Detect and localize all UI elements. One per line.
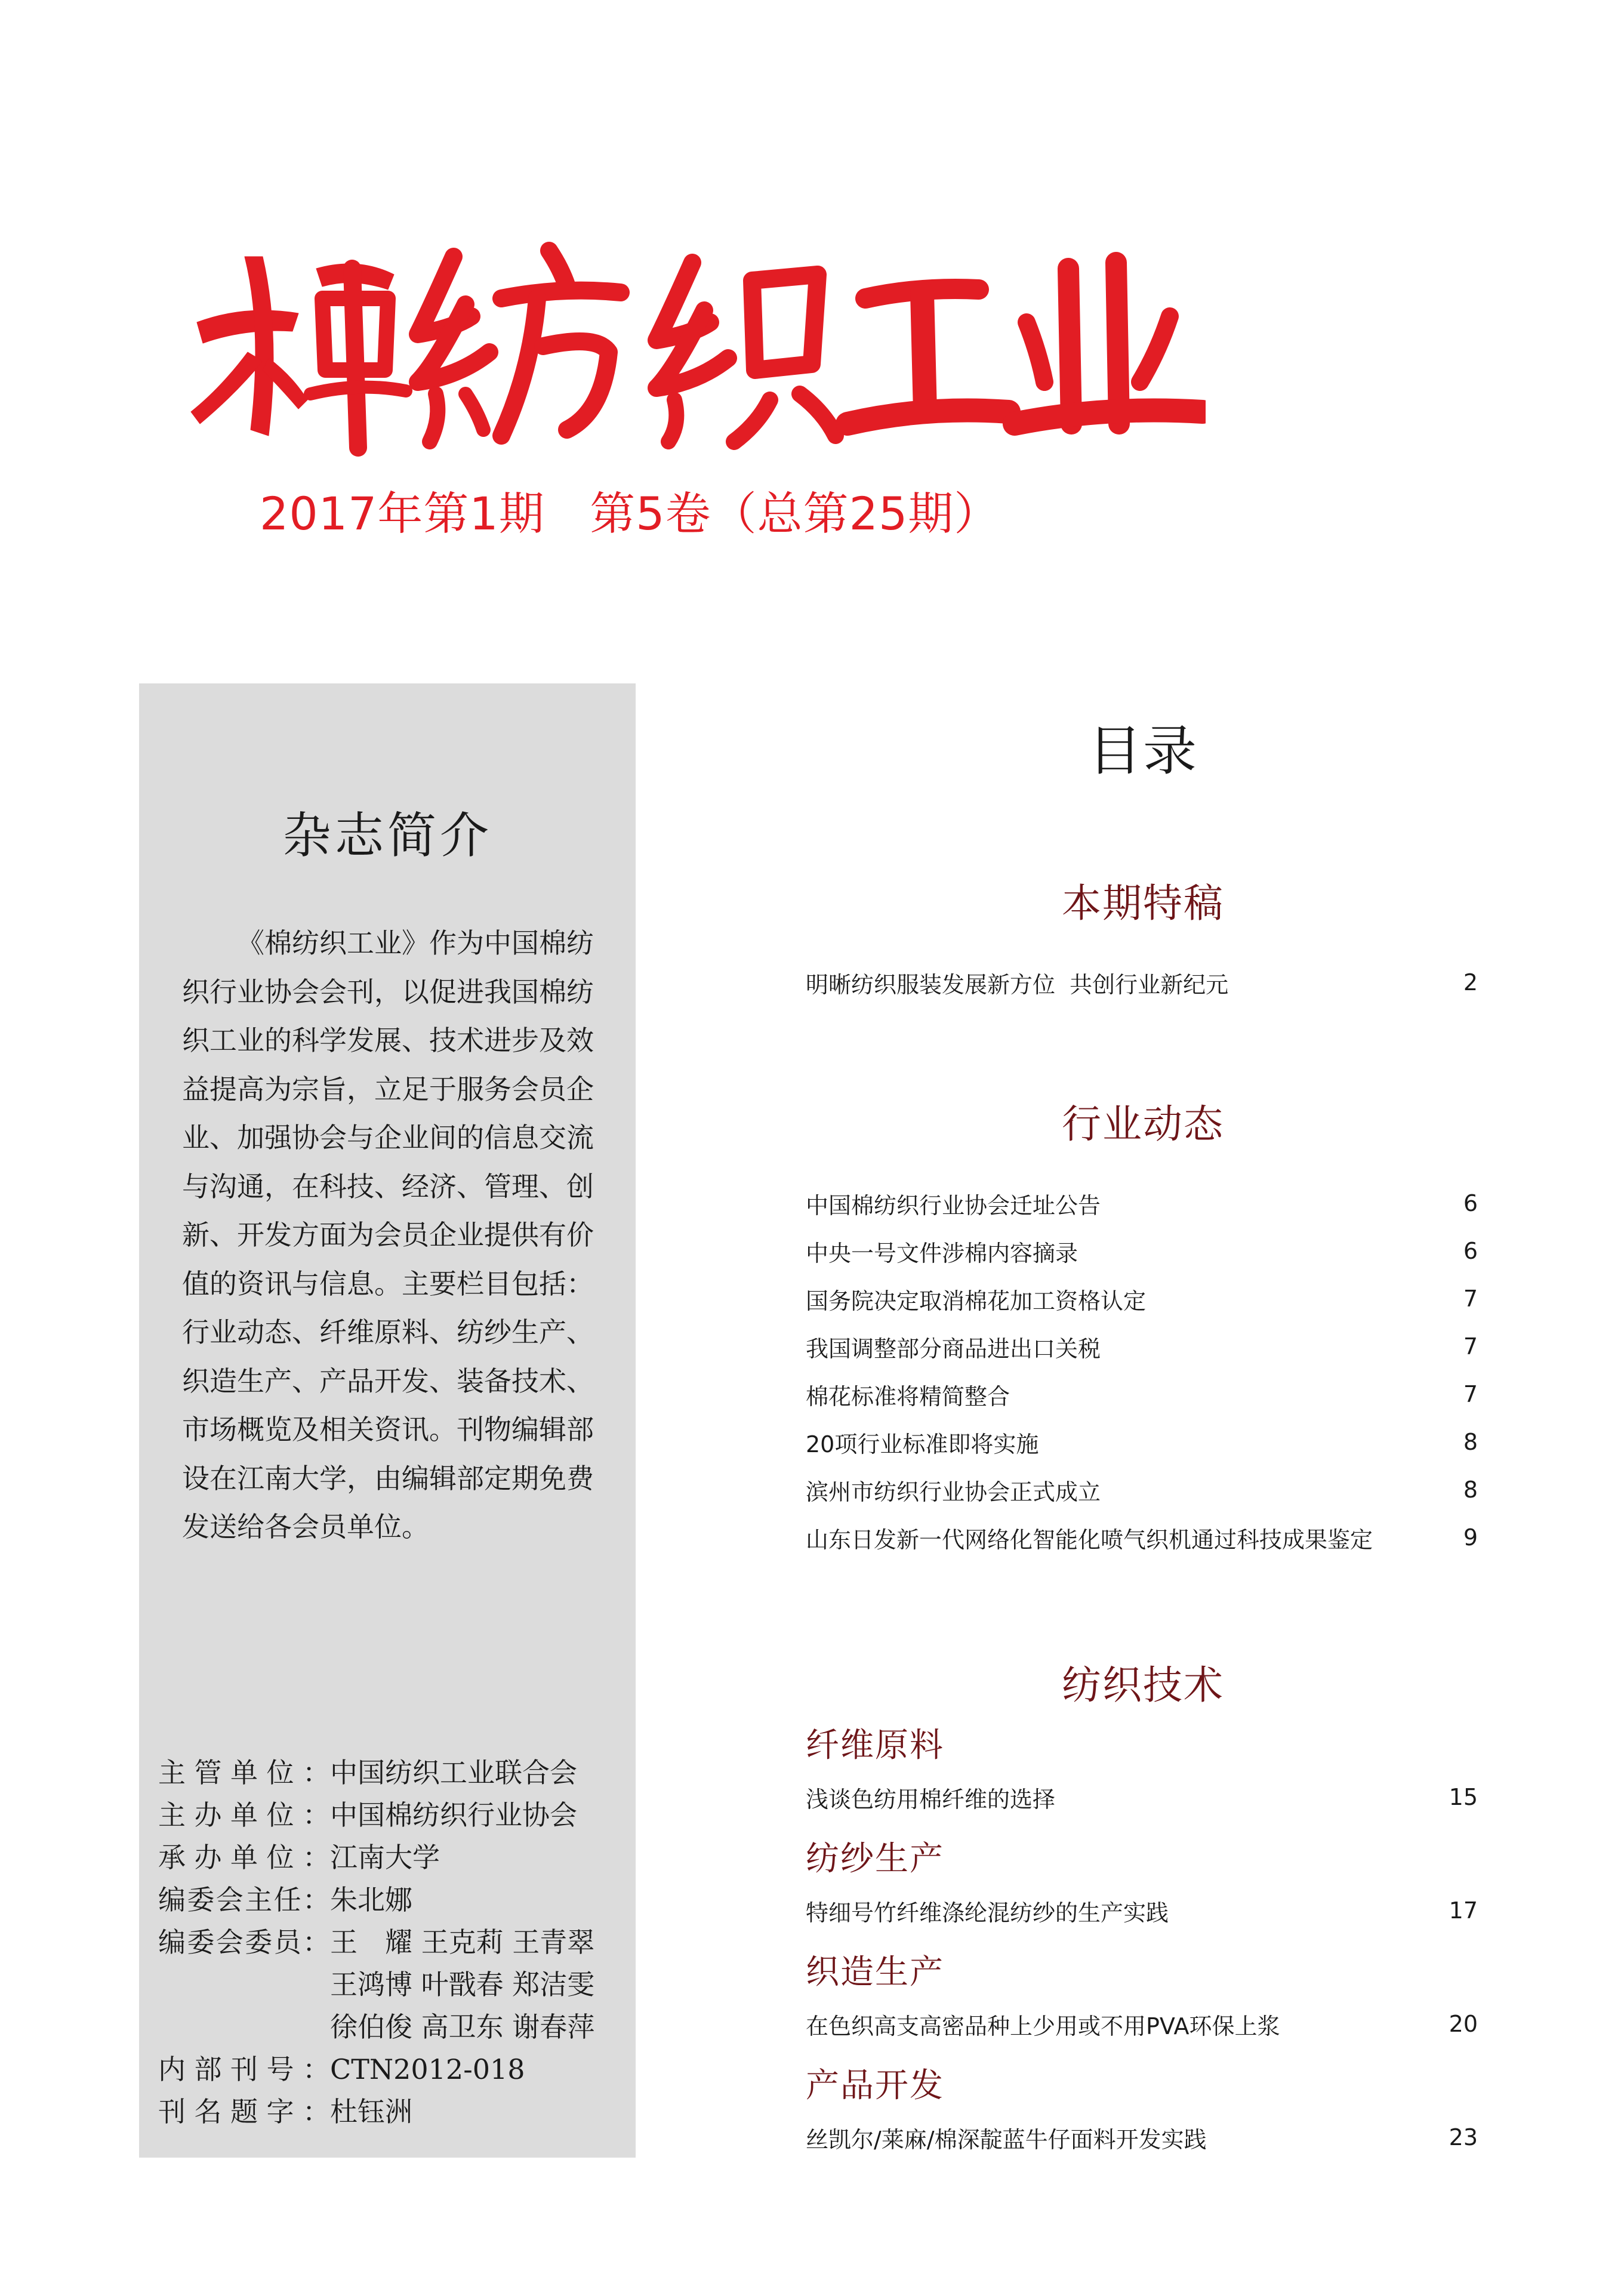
intro-line: 行业动态、纤维原料、纺纱生产、: [182, 1316, 594, 1348]
toc-entry[interactable]: [806, 1187, 1478, 1220]
masthead-logo: [179, 233, 1206, 460]
toc-entry-page: 2: [1463, 969, 1478, 996]
subsection-heading: 产品开发: [806, 2066, 944, 2105]
intro-line: 益提高为宗旨，立足于服务会员企: [182, 1073, 594, 1105]
credit-organizer: [158, 1837, 594, 1879]
toc-entry-title: 明晰纺织服装发展新方位 共创行业新纪元: [806, 971, 1229, 998]
toc-entry[interactable]: [806, 1282, 1478, 1315]
toc-entry-page: 20: [1449, 2011, 1478, 2037]
intro-line: 织行业协会会刊，以促进我国棉纺: [182, 975, 594, 1008]
intro-line: 织工业的科学发展、技术进步及效: [182, 1024, 594, 1056]
credit-value: 中国棉纺织行业协会: [330, 1799, 577, 1831]
credit-value: 江南大学: [330, 1841, 440, 1874]
toc-entry[interactable]: [806, 966, 1478, 999]
toc-entry-title: 山东日发新一代网络化智能化喷气织机通过科技成果鉴定: [806, 1526, 1373, 1553]
toc-entry[interactable]: [806, 2121, 1478, 2154]
credit-chair: [158, 1879, 594, 1921]
toc-entry-page: 7: [1463, 1333, 1478, 1360]
credit-sponsor: [158, 1794, 594, 1837]
calligraphy-logo: [179, 233, 1206, 460]
toc-entry-title: 棉花标准将精简整合: [806, 1383, 1010, 1410]
credit-value: 王 耀 王克莉 王青翠: [330, 1926, 595, 1958]
toc-entry[interactable]: [806, 1330, 1478, 1363]
toc-entry[interactable]: [806, 1473, 1478, 1506]
intro-line: 市场概览及相关资讯。刊物编辑部: [182, 1413, 594, 1446]
intro-line: 与沟通，在科技、经济、管理、创: [182, 1170, 594, 1203]
toc-entry-title: 国务院决定取消棉花加工资格认定: [806, 1287, 1147, 1314]
intro-line: 织造生产、产品开发、装备技术、: [182, 1364, 594, 1397]
editorial-credits: [158, 1752, 594, 2133]
toc-entry-title: 在色织高支高密品种上少用或不用PVA环保上浆: [806, 2013, 1280, 2039]
credit-label: 编委会委员：: [158, 1926, 330, 1958]
intro-panel: [139, 683, 636, 2158]
intro-line: 发送给各会员单位。: [182, 1511, 429, 1543]
toc-entry[interactable]: [806, 1425, 1478, 1459]
intro-heading: 杂志简介: [282, 808, 492, 864]
credit-label: 主办单位：: [158, 1799, 330, 1831]
toc-entry-page: 7: [1463, 1286, 1478, 1312]
section-heading-tech: 纺织技术: [1062, 1662, 1224, 1708]
toc-title: 目录: [1088, 720, 1198, 782]
toc-entry-page: 7: [1463, 1381, 1478, 1407]
toc-entry[interactable]: [806, 1521, 1478, 1554]
credit-label: 承办单位：: [158, 1841, 330, 1874]
toc-entry-title: 中国棉纺织行业协会迁址公告: [806, 1192, 1101, 1219]
credit-members-row: 王鸿博 叶戬春 郑洁雯: [330, 1968, 595, 2001]
credit-label: 编委会主任：: [158, 1884, 330, 1916]
toc-entry-page: 8: [1463, 1477, 1478, 1503]
toc-entry-page: 9: [1463, 1524, 1478, 1551]
credit-label: 内部刊号：: [158, 2053, 330, 2085]
toc-entry-title: 20项行业标准即将实施: [806, 1431, 1039, 1458]
toc-entry-page: 23: [1449, 2124, 1478, 2150]
toc-entry-title: 滨州市纺织行业协会正式成立: [806, 1478, 1101, 1505]
issue-info: 2017年第1期 第5卷（总第25期）: [260, 487, 1000, 540]
toc-entry-title: 我国调整部分商品进出口关税: [806, 1335, 1101, 1362]
toc-entry-page: 15: [1449, 1784, 1478, 1810]
credit-label: 主管单位：: [158, 1757, 330, 1789]
toc-entry-title: 丝凯尔/莱麻/棉深靛蓝牛仔面料开发实践: [806, 2126, 1207, 2153]
toc-entry[interactable]: [806, 1894, 1478, 1927]
toc-entry[interactable]: [806, 1780, 1478, 1814]
credit-value: 朱北娜: [330, 1884, 412, 1916]
toc-entry-page: 8: [1463, 1429, 1478, 1455]
section-heading-news: 行业动态: [1062, 1101, 1224, 1147]
toc-entry[interactable]: [806, 2007, 1478, 2041]
credit-label: 刊名题字：: [158, 2096, 330, 2128]
credit-value: 中国纺织工业联合会: [330, 1757, 577, 1789]
toc-entry-title: 浅谈色纺用棉纤维的选择: [806, 1786, 1056, 1813]
toc-entry[interactable]: [806, 1378, 1478, 1411]
credit-calligraphy: [158, 2091, 594, 2133]
toc-entry-title: 中央一号文件涉棉内容摘录: [806, 1240, 1078, 1267]
intro-text: [182, 919, 605, 1552]
toc-entry-page: 6: [1463, 1190, 1478, 1216]
intro-line: 《棉纺织工业》作为中国棉纺: [237, 927, 594, 959]
toc-entry-page: 17: [1449, 1897, 1478, 1924]
credit-value: 杜钰洲: [330, 2096, 412, 2128]
section-heading-feature: 本期特稿: [1062, 880, 1224, 926]
credit-value: CTN2012-018: [330, 2053, 525, 2085]
subsection-heading: 纺纱生产: [806, 1840, 944, 1878]
credit-supervisor: [158, 1752, 594, 1794]
credit-members: [158, 1921, 594, 1964]
credit-members-row: 徐伯俊 高卫东 谢春萍: [330, 2011, 595, 2043]
intro-line: 值的资讯与信息。主要栏目包括：: [182, 1267, 594, 1300]
intro-line: 新、开发方面为会员企业提供有价: [182, 1219, 594, 1251]
subsection-heading: 织造生产: [806, 1953, 944, 1992]
toc-entry-page: 6: [1463, 1238, 1478, 1264]
intro-line: 设在江南大学，由编辑部定期免费: [182, 1462, 594, 1495]
credit-serial: [158, 2048, 594, 2091]
toc-entry-title: 特细号竹纤维涤纶混纺纱的生产实践: [806, 1899, 1169, 1926]
subsection-heading: 纤维原料: [806, 1726, 944, 1765]
intro-line: 业、加强协会与企业间的信息交流: [182, 1121, 594, 1154]
toc-entry[interactable]: [806, 1234, 1478, 1268]
